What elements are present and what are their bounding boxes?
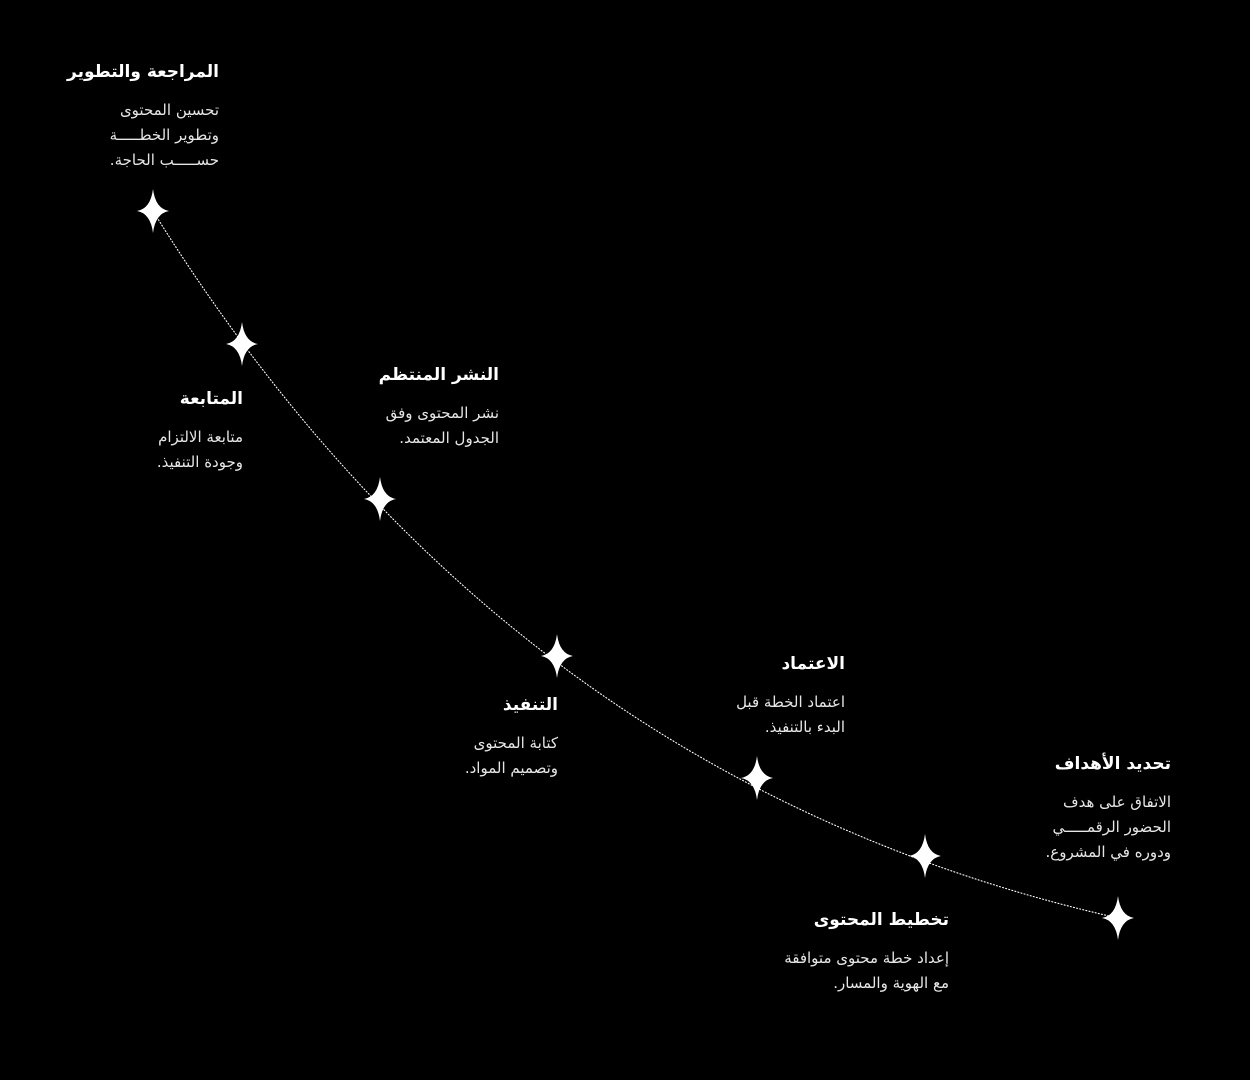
step-description-line: كتابة المحتوى xyxy=(473,734,558,752)
step-label-review-development xyxy=(0,60,219,173)
step-title: تحديد الأهداف xyxy=(1054,754,1171,774)
step-description-line: الاتفاق على هدف xyxy=(1063,793,1171,811)
sparkle-icon xyxy=(137,189,169,233)
step-title: المراجعة والتطوير xyxy=(67,62,219,82)
step-label-follow-up xyxy=(3,387,243,475)
step-label-approval xyxy=(605,652,845,740)
step-description xyxy=(709,946,949,996)
step-label-content-planning xyxy=(709,908,949,996)
step-title: الاعتماد xyxy=(781,654,845,674)
step-description xyxy=(318,731,558,781)
step-title: النشر المنتظم xyxy=(378,365,499,385)
step-description-line: حســـــب الحاجة. xyxy=(109,151,219,169)
step-title: التنفيذ xyxy=(502,695,558,715)
step-description-line: اعتماد الخطة قبل xyxy=(736,693,845,711)
step-description-line: البدء بالتنفيذ. xyxy=(764,718,845,736)
step-description-line: ودوره في المشروع. xyxy=(1045,843,1171,861)
step-description xyxy=(0,98,219,173)
step-description-line: وتصميم المواد. xyxy=(464,759,558,777)
step-description xyxy=(931,790,1171,865)
step-label-regular-publishing xyxy=(259,363,499,451)
sparkle-icon xyxy=(1102,896,1134,940)
step-description-line: وجودة التنفيذ. xyxy=(156,453,243,471)
step-description-line: الجدول المعتمد. xyxy=(399,429,499,447)
step-label-goals xyxy=(931,752,1171,865)
step-description-line: متابعة الالتزام xyxy=(158,428,243,446)
step-description-line: تحسين المحتوى xyxy=(119,101,219,119)
step-title: تخطيط المحتوى xyxy=(813,910,949,930)
step-label-execution xyxy=(318,693,558,781)
step-description xyxy=(605,690,845,740)
sparkle-icon xyxy=(541,634,573,678)
sparkle-icon xyxy=(364,477,396,521)
step-description xyxy=(259,401,499,451)
step-description-line: مع الهوية والمسار. xyxy=(833,974,949,992)
step-description-line: الحضور الرقمـــــي xyxy=(1052,818,1171,836)
step-description-line: وتطوير الخطـــــة xyxy=(109,126,219,144)
sparkle-icon xyxy=(226,322,258,366)
step-description-line: نشر المحتوى وفق xyxy=(385,404,499,422)
step-description-line: إعداد خطة محتوى متوافقة xyxy=(784,949,949,967)
step-description xyxy=(3,425,243,475)
step-title: المتابعة xyxy=(179,389,243,409)
